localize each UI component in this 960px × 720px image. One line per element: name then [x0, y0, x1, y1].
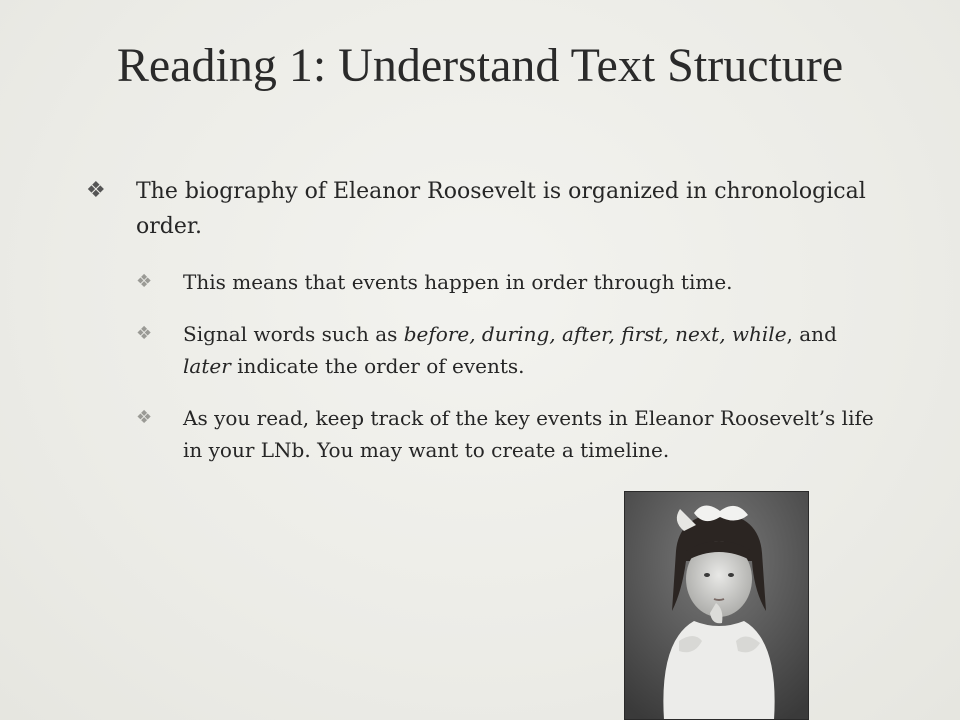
bullet-item: [86, 174, 886, 244]
portrait-photo: [624, 491, 809, 720]
diamond-bullet-icon: ❖: [136, 407, 153, 428]
sub-bullet-item: [86, 318, 886, 382]
sub-bullet-text: As you read, keep track of the key events in Eleanor Roosevelt’s life in your LNb. You may want to create a timeline.: [183, 406, 874, 462]
sub-bullet-text: This means that events happen in order through time.: [183, 270, 733, 294]
sub-bullet-item: [86, 266, 886, 298]
bullet-text: The biography of Eleanor Roosevelt is organized in chronological order.: [136, 179, 866, 239]
sub-bullet-text: [183, 322, 837, 378]
signal-words: before, during, after, first, next, while: [403, 322, 787, 346]
signal-word-later: later: [183, 354, 231, 378]
portrait-illustration: [624, 491, 809, 720]
signal-words-and: , and: [786, 322, 837, 346]
signal-words-intro: Signal words such as: [183, 322, 404, 346]
diamond-bullet-icon: ❖: [136, 323, 153, 344]
signal-words-end: indicate the order of events.: [230, 354, 525, 378]
diamond-bullet-icon: ❖: [86, 178, 106, 203]
diamond-bullet-icon: ❖: [136, 271, 153, 292]
bullet-list: [86, 174, 886, 486]
slide-title: Reading 1: Understand Text Structure: [116, 39, 844, 92]
sub-bullet-item: [86, 402, 886, 466]
